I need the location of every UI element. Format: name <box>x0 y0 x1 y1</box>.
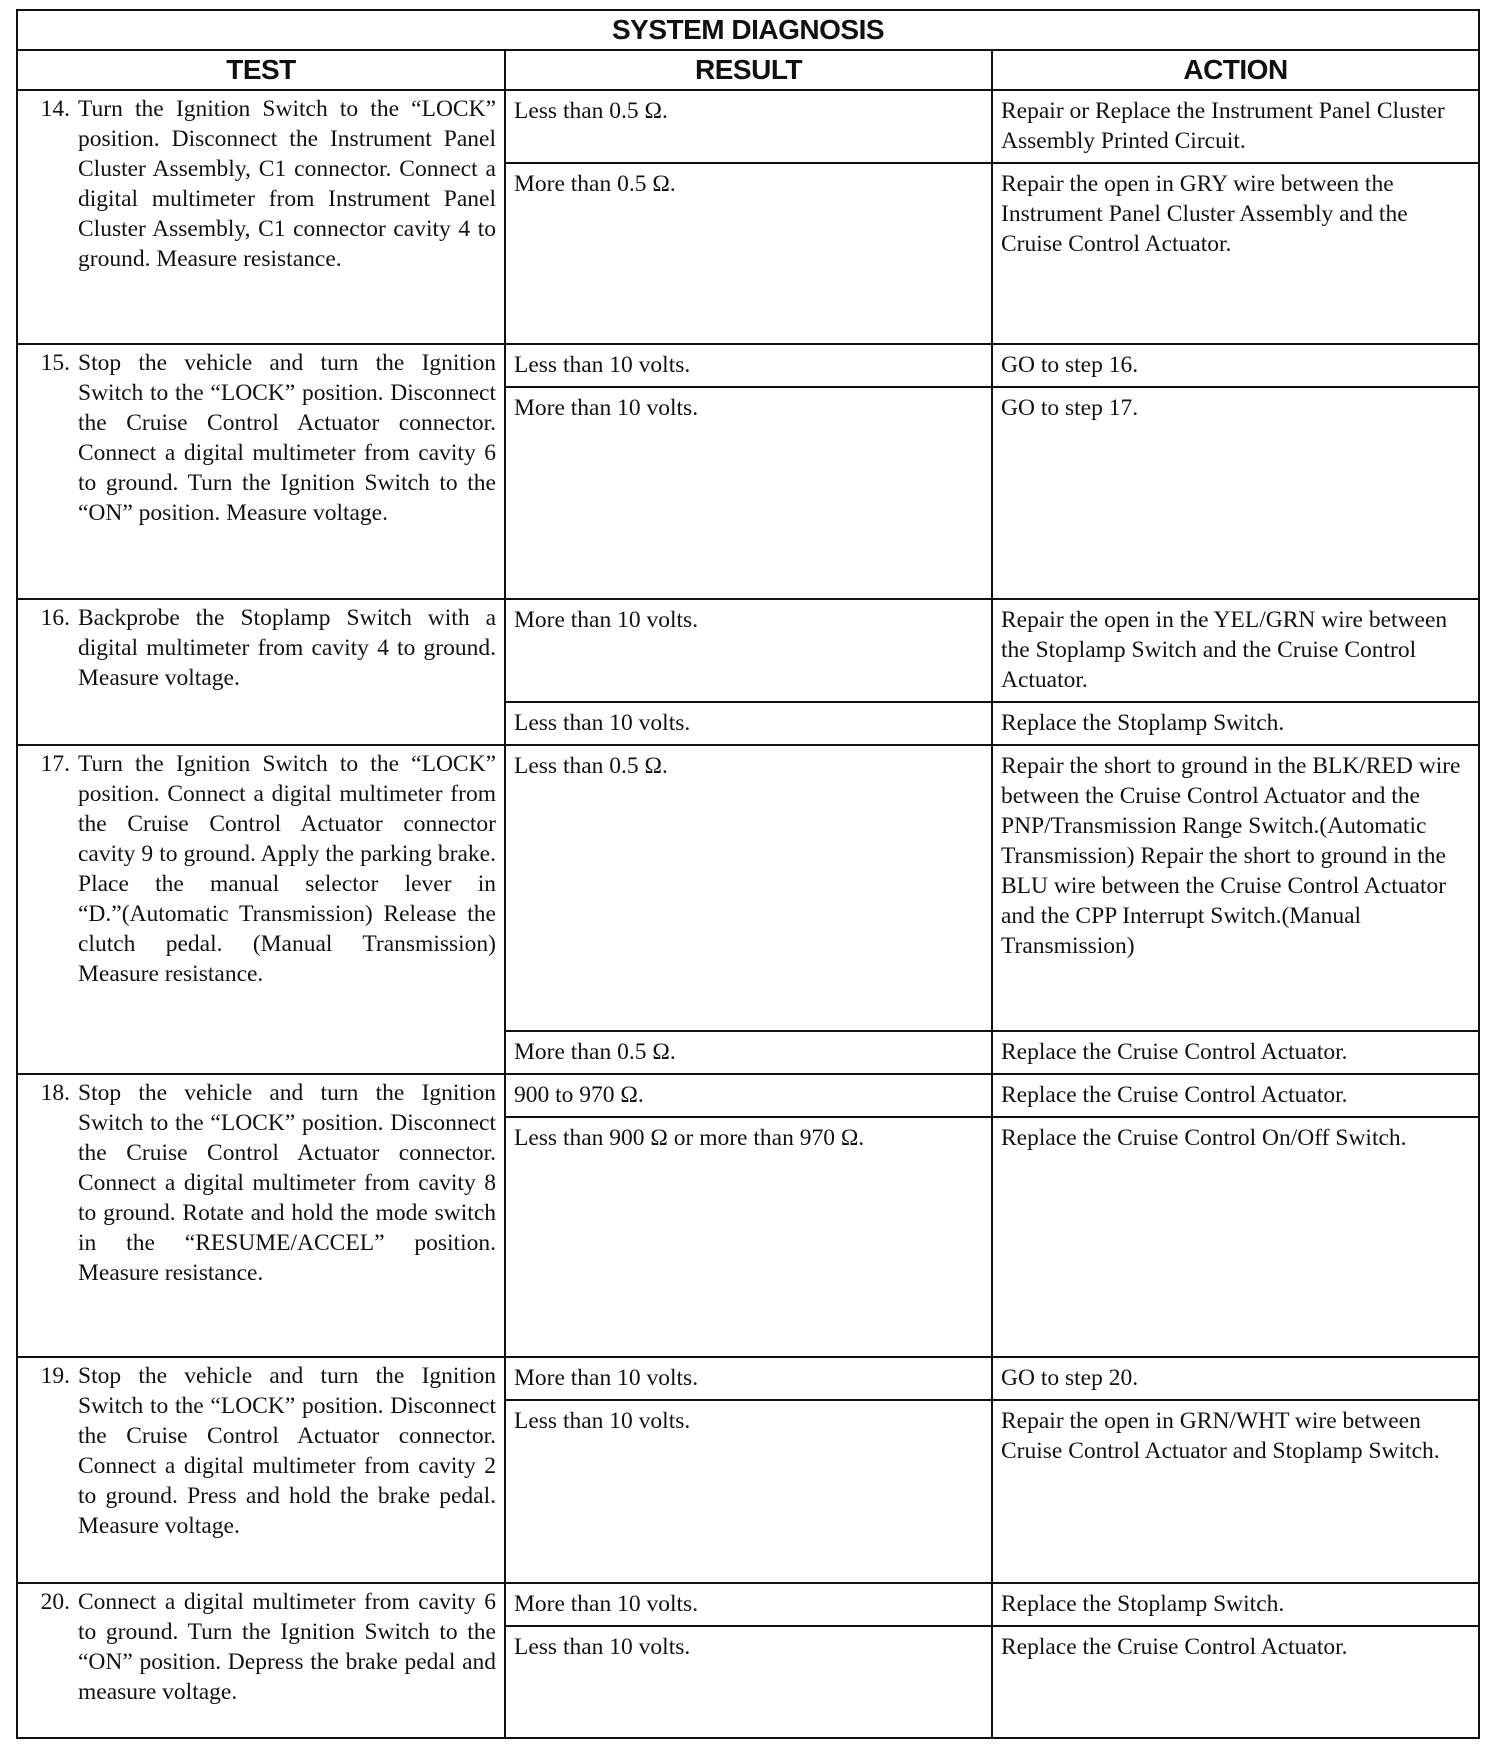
result-cell: More than 10 volts. <box>505 1583 992 1626</box>
result-cell: More than 10 volts. <box>505 387 992 599</box>
table-title: SYSTEM DIAGNOSIS <box>17 10 1479 50</box>
action-cell: Replace the Cruise Control Actuator. <box>992 1031 1479 1074</box>
result-cell: Less than 0.5 Ω. <box>505 745 992 1031</box>
result-cell: More than 10 volts. <box>505 599 992 702</box>
action-cell: Repair the open in the YEL/GRN wire between the Stoplamp Switch and the Cruise Control Actuator. <box>992 599 1479 702</box>
action-cell: Replace the Cruise Control On/Off Switch. <box>992 1117 1479 1357</box>
test-cell <box>17 344 505 599</box>
action-cell: Repair the short to ground in the BLK/RED wire between the Cruise Control Actuator and the PNP/Transmission Range Switch.(Automatic Transmission) Repair the short to ground in the BLU wire between the Cruise Control Actuator and the CPP Interrupt Switch.(Manual Transmission) <box>992 745 1479 1031</box>
result-cell: Less than 10 volts. <box>505 1626 992 1738</box>
test-text: Stop the vehicle and turn the Ignition Switch to the “LOCK” position. Disconnect the Cruise Control Actuator connector. Connect a digital multimeter from cavity 2 to ground. Press and hold the brake pedal. Measure voltage. <box>78 1363 496 1539</box>
action-cell: Replace the Stoplamp Switch. <box>992 702 1479 745</box>
table-row <box>17 599 1479 702</box>
result-cell: Less than 10 volts. <box>505 1400 992 1583</box>
test-cell <box>17 1357 505 1583</box>
test-cell <box>17 1074 505 1357</box>
test-text: Turn the Ignition Switch to the “LOCK” position. Disconnect the Instrument Panel Cluster Assembly, C1 connector. Connect a digital multimeter from Instrument Panel Cluster Assembly, C1 connector cavity 4 to ground. Measure resistance. <box>78 96 496 272</box>
action-cell: GO to step 20. <box>992 1357 1479 1400</box>
test-text: Backprobe the Stoplamp Switch with a digital multimeter from cavity 4 to ground. Measure voltage. <box>78 605 496 691</box>
header-row <box>17 50 1479 90</box>
test-text: Turn the Ignition Switch to the “LOCK” position. Connect a digital multimeter from the Cruise Control Actuator connector cavity 9 to ground. Apply the parking brake. Place the manual selector lever in “D.”(Automatic Transmission) Release the clutch pedal. (Manual Transmission) Measure resistance. <box>78 751 496 987</box>
test-cell <box>17 745 505 1074</box>
step-number: 17. <box>40 751 70 777</box>
action-cell: Replace the Stoplamp Switch. <box>992 1583 1479 1626</box>
test-text: Stop the vehicle and turn the Ignition Switch to the “LOCK” position. Disconnect the Cruise Control Actuator connector. Connect a digital multimeter from cavity 8 to ground. Rotate and hold the mode switch in the “RESUME/ACCEL” position. Measure resistance. <box>78 1080 496 1286</box>
test-text: Connect a digital multimeter from cavity 6 to ground. Turn the Ignition Switch to the “ON” position. Depress the brake pedal and measure voltage. <box>78 1589 496 1705</box>
result-cell: Less than 900 Ω or more than 970 Ω. <box>505 1117 992 1357</box>
step-number: 15. <box>40 350 70 376</box>
test-cell <box>17 1583 505 1738</box>
step-number: 19. <box>40 1363 70 1389</box>
test-cell <box>17 599 505 745</box>
column-header-test: TEST <box>17 50 505 90</box>
table-row <box>17 1357 1479 1400</box>
test-cell <box>17 90 505 344</box>
result-cell: Less than 0.5 Ω. <box>505 90 992 163</box>
table-row <box>17 745 1479 1031</box>
table-row <box>17 1074 1479 1117</box>
action-cell: GO to step 16. <box>992 344 1479 387</box>
step-number: 16. <box>40 605 70 631</box>
column-header-action: ACTION <box>992 50 1479 90</box>
title-row <box>17 10 1479 50</box>
table-row <box>17 90 1479 163</box>
result-cell: More than 10 volts. <box>505 1357 992 1400</box>
system-diagnosis-table <box>16 9 1480 1739</box>
action-cell: Replace the Cruise Control Actuator. <box>992 1074 1479 1117</box>
result-cell: More than 0.5 Ω. <box>505 163 992 344</box>
step-number: 18. <box>40 1080 70 1106</box>
result-cell: Less than 10 volts. <box>505 344 992 387</box>
action-cell: Replace the Cruise Control Actuator. <box>992 1626 1479 1738</box>
table-row <box>17 1583 1479 1626</box>
result-cell: More than 0.5 Ω. <box>505 1031 992 1074</box>
test-text: Stop the vehicle and turn the Ignition Switch to the “LOCK” position. Disconnect the Cruise Control Actuator connector. Connect a digital multimeter from cavity 6 to ground. Turn the Ignition Switch to the “ON” position. Measure voltage. <box>78 350 496 526</box>
step-number: 20. <box>40 1589 70 1615</box>
action-cell: GO to step 17. <box>992 387 1479 599</box>
table-row <box>17 344 1479 387</box>
action-cell: Repair the open in GRN/WHT wire between Cruise Control Actuator and Stoplamp Switch. <box>992 1400 1479 1583</box>
action-cell: Repair or Replace the Instrument Panel Cluster Assembly Printed Circuit. <box>992 90 1479 163</box>
column-header-result: RESULT <box>505 50 992 90</box>
result-cell: Less than 10 volts. <box>505 702 992 745</box>
step-number: 14. <box>40 96 70 122</box>
result-cell: 900 to 970 Ω. <box>505 1074 992 1117</box>
action-cell: Repair the open in GRY wire between the Instrument Panel Cluster Assembly and the Cruise Control Actuator. <box>992 163 1479 344</box>
